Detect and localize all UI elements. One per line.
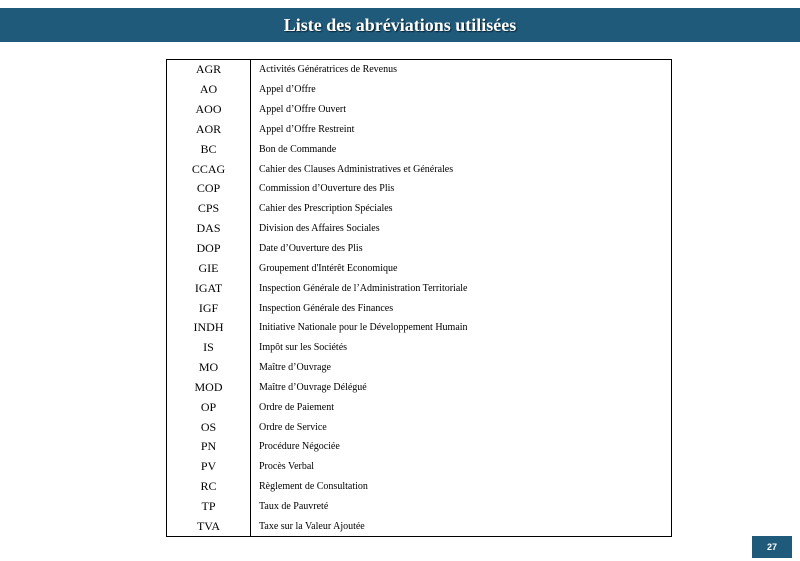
- abbreviations-table-body: [167, 60, 671, 536]
- abbreviation-code: AGR: [167, 60, 251, 80]
- abbreviation-code: GIE: [167, 258, 251, 278]
- table-row: [167, 318, 671, 338]
- table-row: [167, 497, 671, 517]
- table-row: [167, 477, 671, 497]
- page-number: 27: [766, 542, 777, 552]
- abbreviation-code: CPS: [167, 199, 251, 219]
- abbreviation-definition: Appel d’Offre: [259, 84, 316, 96]
- abbreviation-definition: Bon de Commande: [259, 143, 337, 155]
- abbreviation-code: COP: [167, 179, 251, 199]
- abbreviation-code: OP: [167, 397, 251, 417]
- abbreviation-definition: Ordre de Paiement: [259, 401, 334, 413]
- abbreviation-definition: Cahier des Clauses Administratives et Générales: [259, 163, 454, 175]
- abbreviation-definition: Maître d’Ouvrage: [259, 362, 331, 374]
- abbreviation-definition: Activités Génératrices de Revenus: [259, 64, 398, 76]
- abbreviations-table: [166, 59, 672, 537]
- table-row: [167, 338, 671, 358]
- abbreviation-definition: Procès Verbal: [259, 461, 315, 473]
- abbreviation-code: OS: [167, 417, 251, 437]
- abbreviation-definition: Date d’Ouverture des Plis: [259, 243, 363, 255]
- page-number-badge: [752, 536, 792, 558]
- abbreviation-code: INDH: [167, 318, 251, 338]
- abbreviation-definition: Maître d’Ouvrage Délégué: [259, 381, 367, 393]
- abbreviation-code: MO: [167, 358, 251, 378]
- table-row: [167, 437, 671, 457]
- abbreviation-code: IGF: [167, 298, 251, 318]
- table-row: [167, 80, 671, 100]
- table-row: [167, 378, 671, 398]
- abbreviation-code: IS: [167, 338, 251, 358]
- table-row: [167, 239, 671, 259]
- abbreviation-code: AOO: [167, 100, 251, 120]
- table-row: [167, 100, 671, 120]
- table-row: [167, 120, 671, 140]
- title-banner: [0, 8, 800, 42]
- page-title: Liste des abréviations utilisées: [283, 14, 517, 35]
- abbreviation-definition: Règlement de Consultation: [259, 481, 368, 493]
- abbreviation-definition: Groupement d'Intérêt Economique: [259, 262, 398, 274]
- table-row: [167, 199, 671, 219]
- abbreviation-definition: Division des Affaires Sociales: [259, 223, 380, 235]
- abbreviation-definition: Appel d’Offre Restreint: [259, 123, 355, 135]
- abbreviation-definition: Commission d’Ouverture des Plis: [259, 183, 395, 195]
- abbreviation-definition: Procédure Négociée: [259, 441, 340, 453]
- table-row: [167, 219, 671, 239]
- abbreviation-definition: Initiative Nationale pour le Développement Humain: [259, 322, 468, 334]
- table-row: [167, 358, 671, 378]
- abbreviation-definition: Appel d’Offre Ouvert: [259, 104, 347, 116]
- table-row: [167, 457, 671, 477]
- table-row: [167, 397, 671, 417]
- abbreviation-code: CCAG: [167, 159, 251, 179]
- abbreviation-code: PV: [167, 457, 251, 477]
- abbreviation-code: TVA: [167, 516, 251, 536]
- abbreviation-code: AOR: [167, 120, 251, 140]
- table-row: [167, 159, 671, 179]
- abbreviation-code: AO: [167, 80, 251, 100]
- abbreviation-code: DOP: [167, 239, 251, 259]
- abbreviation-definition: Cahier des Prescription Spéciales: [259, 203, 393, 215]
- abbreviation-code: DAS: [167, 219, 251, 239]
- table-row: [167, 179, 671, 199]
- abbreviation-definition: Taxe sur la Valeur Ajoutée: [259, 520, 365, 532]
- abbreviation-definition: Taux de Pauvreté: [259, 500, 329, 512]
- abbreviation-definition: Ordre de Service: [259, 421, 327, 433]
- table-row: [167, 258, 671, 278]
- table-row: [167, 298, 671, 318]
- table-row: [167, 60, 671, 80]
- abbreviation-definition: Inspection Générale de l’Administration Territoriale: [259, 282, 468, 294]
- table-row: [167, 139, 671, 159]
- table-row: [167, 516, 671, 536]
- table-row: [167, 417, 671, 437]
- abbreviation-definition: Inspection Générale des Finances: [259, 302, 394, 314]
- abbreviation-code: MOD: [167, 378, 251, 398]
- abbreviation-code: RC: [167, 477, 251, 497]
- table-row: [167, 278, 671, 298]
- abbreviation-definition: Impôt sur les Sociétés: [259, 342, 348, 354]
- abbreviation-code: PN: [167, 437, 251, 457]
- abbreviation-code: BC: [167, 139, 251, 159]
- abbreviation-code: IGAT: [167, 278, 251, 298]
- abbreviation-code: TP: [167, 497, 251, 517]
